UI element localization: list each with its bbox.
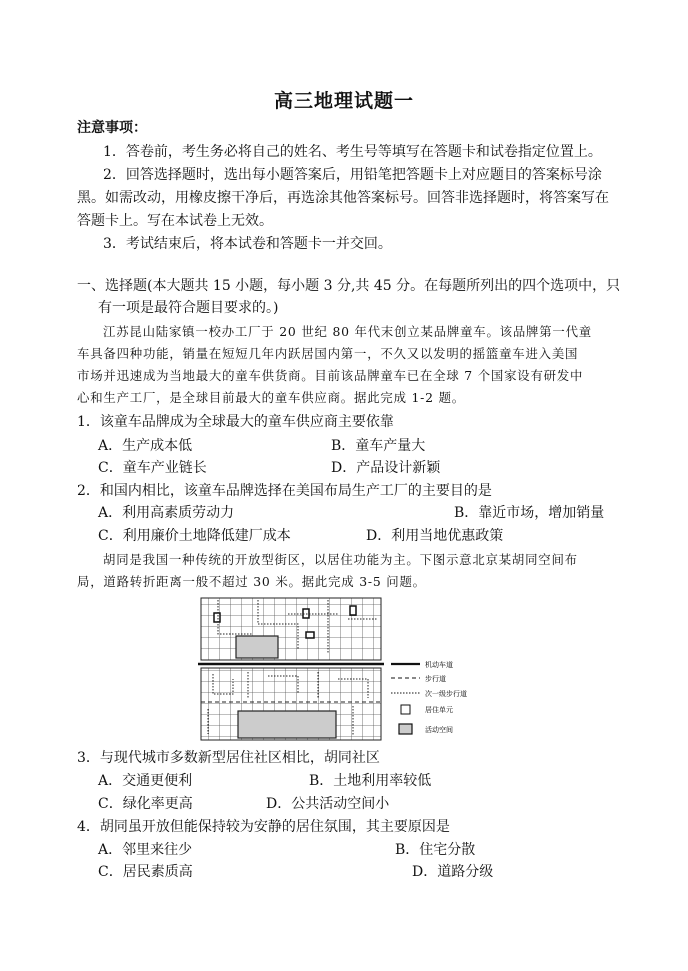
notice-item: 3．考试结束后，将本试卷和答题卡一并交回。 [103,236,392,252]
section-heading: 一、选择题(本大题共 15 小题，每小题 3 分,共 45 分。在每题所列出的四个选项中，只 [77,278,621,294]
notice-item: 1．答卷前，考生务必将自己的姓名、考生号等填写在答题卡和试卷指定位置上。 [103,144,602,160]
question-4-option-d: D．道路分级 [412,864,494,880]
upper-block [201,598,381,660]
legend-residence-label: 居住单元 [425,706,453,714]
legend-secondary-label: 次一级步行道 [425,690,467,698]
question-3-option-c: C．绿化率更高 [98,796,193,812]
question-1-option-b: B．童车产量大 [331,438,426,454]
legend-activity-label: 活动空间 [425,726,453,734]
question-4-option-c: C．居民素质高 [98,864,193,880]
passage-2-line: 胡同是我国一种传统的开放型街区，以居住功能为主。下图示意北京某胡同空间布 [103,552,578,567]
question-2-option-c: C．利用廉价土地降低建厂成本 [98,528,291,544]
passage-1-line: 心和生产工厂，是全球目前最大的童车供应商。据此完成 1-2 题。 [77,390,465,405]
question-1-option-d: D．产品设计新颖 [331,460,441,476]
question-2-option-b: B．靠近市场，增加销量 [454,505,605,521]
legend-motor-label: 机动车道 [425,661,453,669]
question-3-option-b: B．土地利用率较低 [309,773,432,789]
lower-block [201,668,381,740]
activity-space-area [236,636,278,658]
passage-1-line: 车具备四种功能，销量在短短几年内跃居国内第一，不久又以发明的摇篮童车进入美国 [77,346,579,361]
question-2-option-d: D．利用当地优惠政策 [366,528,504,544]
legend-walk-label: 步行道 [425,675,446,683]
question-4-stem: 4．胡同虽开放但能保持较为安静的居住氛围，其主要原因是 [77,819,450,835]
notice-heading: 注意事项： [77,120,147,136]
notice-item: 2．回答选择题时，选出每小题答案后，用铅笔把答题卡上对应题目的答案标号涂 [103,167,602,183]
question-3-option-d: D．公共活动空间小 [266,796,390,812]
passage-2-line: 局，道路转折距离一般不超过 30 米。据此完成 3-5 问题。 [77,574,426,589]
question-3-stem: 3．与现代城市多数新型居住社区相比，胡同社区 [77,750,380,766]
page-title: 高三地理试题一 [273,90,414,112]
question-2-stem: 2．和国内相比，该童车品牌选择在美国布局生产工厂的主要目的是 [77,483,492,499]
passage-1-line: 市场并迅速成为当地最大的童车供货商。目前该品牌童车已在全球 7 个国家设有研发中 [77,368,584,383]
map-legend [391,660,467,734]
question-4-option-b: B．住宅分散 [395,842,476,858]
section-heading-cont: 有一项是最符合题目要求的。) [98,300,279,316]
activity-space-area [238,711,336,738]
question-1-option-c: C．童车产业链长 [98,460,207,476]
passage-1-line: 江苏昆山陆家镇一校办工厂于 20 世纪 80 年代末创立某品牌童车。该品牌第一代童 [103,324,592,339]
notice-item: 黑。如需改动，用橡皮擦干净后，再选涂其他答案标号。回答非选择题时，将答案写在 [77,190,609,206]
question-1-option-a: A．生产成本低 [98,438,193,454]
question-2-option-a: A．利用高素质劳动力 [98,505,235,521]
notice-item: 答题卡上。写在本试卷上无效。 [77,213,273,229]
question-3-option-a: A．交通更便利 [98,773,193,789]
question-1-stem: 1．该童车品牌成为全球最大的童车供应商主要依靠 [77,414,394,430]
hutong-layout-map [198,594,498,744]
question-4-option-a: A．邻里来往少 [98,842,193,858]
